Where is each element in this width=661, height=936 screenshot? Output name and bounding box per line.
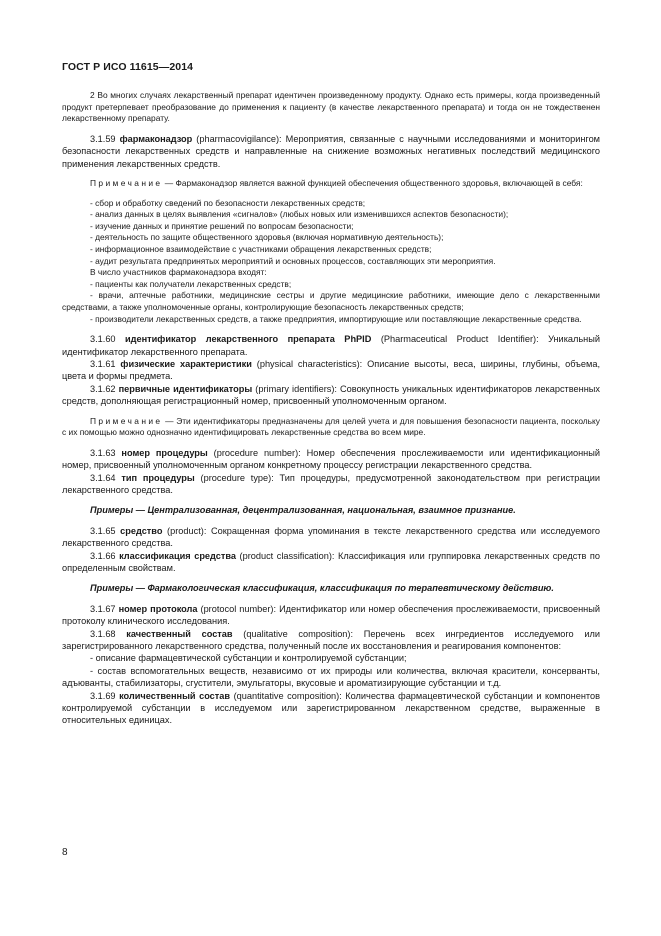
term-name: количественный состав: [119, 690, 231, 701]
term-definition: (pharmacovigilance): Мероприятия, связанные с научными исследованиями и мониторингом безопасности лекарственных средств и направленные на снижение возможных негативных последствий медицинского применения лекарственных средств.: [62, 133, 600, 169]
term-number: 3.1.69: [90, 690, 116, 701]
term-number: 3.1.59: [90, 133, 116, 144]
note-3-1-59: [62, 178, 600, 190]
participants-intro: В число участников фармаконадзора входят:: [90, 267, 267, 278]
term-name: фармаконадзор: [119, 133, 193, 144]
term-definition: (Pharmaceutical Product Identifier): Уникальный идентификатор лекарственного препарата.: [62, 334, 600, 357]
term-name: первичные идентификаторы: [118, 383, 253, 394]
definition-3-1-65: [62, 525, 600, 550]
definition-3-1-67: [62, 603, 600, 628]
list-item: - врачи, аптечные работники, медицинские сестры и другие медицинские работники, имеющие дело с лекарственными средствами, а также уполномоченные органы, контролирующие безопасность лекарственных средств;: [62, 290, 600, 312]
term-definition: (product classification): Классификация или группировка лекарственных средств по определенным свойствам.: [62, 550, 600, 573]
term-number: 3.1.60: [90, 334, 116, 345]
list-item: - состав вспомогательных веществ, независимо от их природы или количества, включая красители, консерванты, адъюванты, стабилизаторы, сгустители, эмульгаторы, вкусовые и ароматизирующие субстанции и т.д.: [62, 665, 600, 689]
document-body: [62, 90, 600, 727]
definition-3-1-66: [62, 550, 600, 575]
examples-3-1-66: Примеры — Фармакологическая классификация, классификация по терапевтическому действию.: [90, 583, 554, 594]
list-item: - деятельность по защите общественного здоровья (включая нормативную деятельность);: [90, 232, 444, 243]
term-definition: (product): Сокращенная форма упоминания в тексте лекарственного средства или исследуемого лекарственного средства.: [62, 525, 600, 549]
term-number: 3.1.64: [90, 472, 116, 483]
note-text: — Фармаконадзор является важной функцией обеспечения общественного здоровья, включающей в себя:: [162, 178, 583, 188]
term-number: 3.1.65: [90, 525, 116, 536]
page-number: 8: [62, 847, 68, 858]
definition-3-1-59: [62, 133, 600, 170]
term-name: идентификатор лекарственного препарата PhPID: [125, 334, 372, 345]
list-item: - сбор и обработку сведений по безопасности лекарственных средств;: [90, 197, 366, 208]
term-name: номер протокола: [118, 603, 198, 614]
definition-3-1-63: [62, 447, 600, 472]
list-item: - производители лекарственных средств, а также предприятия, импортирующие или поставляющие лекарственные средства.: [90, 313, 582, 324]
note-label: Примечание: [90, 415, 163, 426]
term-definition: (quantitative composition): Количества фармацевтической субстанции и компонентов контролируемой субстанции в исследуемом или зарегистрированном лекарственном средстве, выраженные в относительных единицах.: [62, 690, 600, 726]
list-item: - информационное взаимодействие с участниками обращения лекарственных средств;: [90, 243, 432, 254]
definition-3-1-60: [62, 333, 600, 358]
note-label: Примечание: [90, 178, 163, 188]
note-2: 2 Во многих случаях лекарственный препарат идентичен произведенному продукту. Однако есть примеры, когда произведенный продукт претерпевает преобразование до применения к пациенту (в качестве лекарственного препарата) и тогда он не тождественен лекарственному препарату.: [62, 90, 600, 124]
term-definition: (primary identifiers): Совокупность уникальных идентификаторов лекарственных средств, дополняющая регистрационный номер, присвоенный уполномоченным органом.: [62, 383, 600, 407]
term-name: тип процедуры: [121, 472, 195, 483]
term-number: 3.1.61: [90, 358, 116, 369]
term-definition: (protocol number): Идентификатор или номер обеспечения прослеживаемости, присвоенный протоколу клинического исследования.: [62, 603, 600, 627]
definition-3-1-64: [62, 472, 600, 497]
document-header: ГОСТ Р ИСО 11615—2014: [62, 61, 194, 73]
term-definition: (physical characteristics): Описание высоты, веса, ширины, глубины, объема, цвета и формы предмета.: [62, 358, 601, 382]
list-item: - описание фармацевтической субстанции и контролируемой субстанции;: [90, 653, 407, 664]
term-name: качественный состав: [126, 628, 233, 639]
term-number: 3.1.63: [90, 447, 116, 458]
examples-3-1-64: Примеры — Централизованная, децентрализованная, национальная, взаимное признание.: [90, 505, 516, 516]
term-number: 3.1.67: [90, 603, 116, 614]
term-name: классификация средства: [119, 550, 236, 561]
definition-3-1-68: [62, 628, 600, 653]
note-text: — Эти идентификаторы предназначены для целей учета и для повышения безопасности пациента, поскольку с их помощью можно однозначно идентифицировать лекарственные средства во всем мире.: [62, 415, 600, 438]
list-item: - изучение данных и принятие решений по вопросам безопасности;: [90, 220, 354, 231]
list-item: - анализ данных в целях выявления «сигналов» (любых новых или изменившихся аспектов безопасности);: [90, 209, 509, 220]
term-definition: (qualitative composition): Перечень всех ингредиентов исследуемого или зарегистрированного лекарственного средства, полученный после их восстановления и реагирования компонентов:: [62, 628, 600, 652]
list-item: - пациенты как получатели лекарственных средств;: [90, 278, 292, 289]
term-number: 3.1.62: [90, 383, 116, 394]
term-number: 3.1.68: [90, 628, 116, 639]
term-definition: (procedure number): Номер обеспечения прослеживаемости или идентификационный номер, присвоенный уполномоченным органом конкретному процессу регистрации лекарственного средства.: [62, 447, 600, 471]
definition-3-1-69: [62, 690, 600, 727]
term-name: средство: [120, 525, 163, 536]
term-definition: (procedure type): Тип процедуры, предусмотренной законодательством при регистрации лекарственного средства.: [62, 472, 600, 495]
term-name: номер процедуры: [121, 447, 208, 458]
definition-3-1-62: [62, 383, 600, 408]
list-item: - аудит результата предпринятых мероприятий и основных процессов, составляющих эти мероприятия.: [90, 255, 496, 266]
note-3-1-62: [62, 416, 600, 439]
term-name: физические характеристики: [120, 358, 252, 369]
definition-3-1-61: [62, 358, 600, 383]
term-number: 3.1.66: [90, 550, 116, 561]
